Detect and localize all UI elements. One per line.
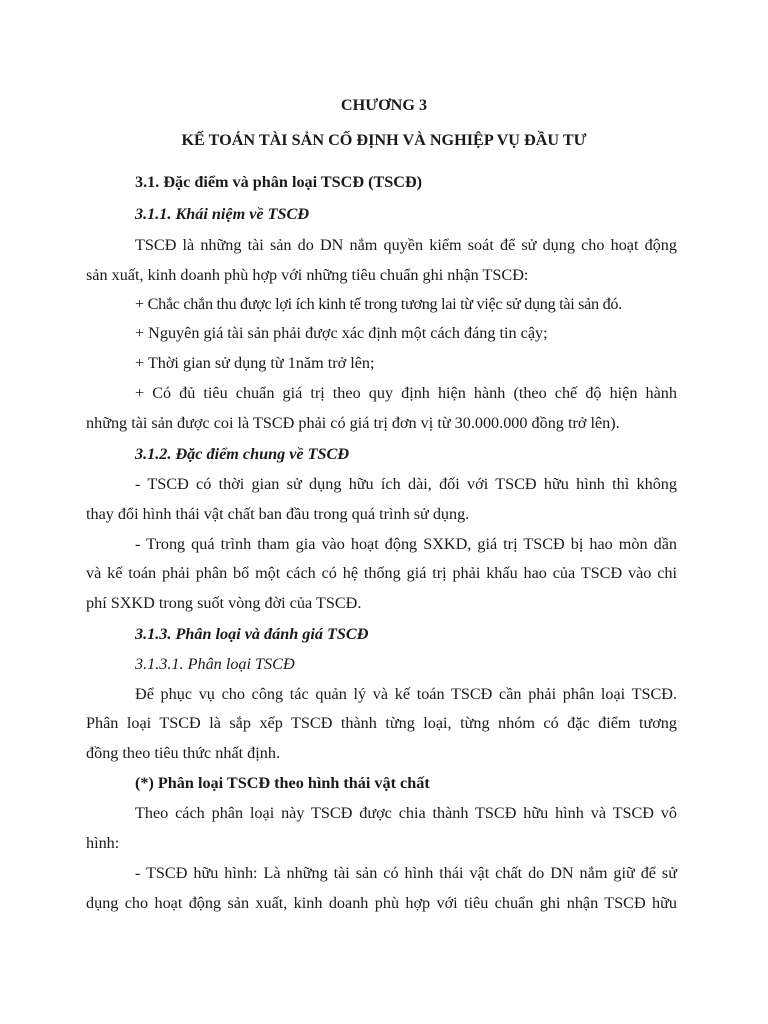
paragraph-line: - TSCĐ có thời gian sử dụng hữu ích dài, đối với TSCĐ hữu hình thì không <box>135 475 677 493</box>
criteria-item: + Có đủ tiêu chuẩn giá trị theo quy định hiện hành (theo chế độ hiện hành <box>135 384 677 402</box>
paragraph-line: TSCĐ là những tài sản do DN nắm quyền kiểm soát để sử dụng cho hoạt động <box>135 236 677 254</box>
paragraph-line: và kế toán phải phân bổ một cách có hệ thống giá trị phải khấu hao của TSCĐ vào chi <box>86 564 677 582</box>
paragraph-line: Để phục vụ cho công tác quản lý và kế toán TSCĐ cần phải phân loại TSCĐ. <box>135 685 677 703</box>
paragraph-line: sản xuất, kinh doanh phù hợp với những tiêu chuẩn ghi nhận TSCĐ: <box>86 266 529 284</box>
paragraph-line: đồng theo tiêu thức nhất định. <box>86 744 280 762</box>
chapter-number: CHƯƠNG 3 <box>340 96 428 114</box>
paragraph-line: - Trong quá trình tham gia vào hoạt động SXKD, giá trị TSCĐ bị hao mòn dần <box>135 535 677 553</box>
paragraph-line: thay đổi hình thái vật chất ban đầu trong quá trình sử dụng. <box>86 505 470 523</box>
section-3-1-2-heading: 3.1.2. Đặc điểm chung về TSCĐ <box>135 445 350 463</box>
criteria-item: + Nguyên giá tài sản phải được xác định một cách đáng tin cậy; <box>135 324 548 342</box>
paragraph-line: - TSCĐ hữu hình: Là những tài sản có hình thái vật chất do DN nắm giữ để sử <box>135 864 677 882</box>
paragraph-line: Phân loại TSCĐ là sắp xếp TSCĐ thành từng loại, từng nhóm có đặc điểm tương <box>86 714 677 732</box>
classification-heading: (*) Phân loại TSCĐ theo hình thái vật chất <box>135 774 430 792</box>
paragraph-line: phí SXKD trong suốt vòng đời của TSCĐ. <box>86 594 362 612</box>
criteria-item: + Chắc chắn thu được lợi ích kinh tế trong tương lai từ việc sử dụng tài sản đó. <box>135 295 622 313</box>
section-3-1-3-1-heading: 3.1.3.1. Phân loại TSCĐ <box>135 655 295 673</box>
chapter-title: KẾ TOÁN TÀI SẢN CỐ ĐỊNH VÀ NGHIỆP VỤ ĐẦU TƯ <box>181 131 587 149</box>
section-3-1-heading: 3.1. Đặc điểm và phân loại TSCĐ (TSCĐ) <box>135 173 423 191</box>
section-3-1-3-heading: 3.1.3. Phân loại và đánh giá TSCĐ <box>135 625 369 643</box>
paragraph-line: dụng cho hoạt động sản xuất, kinh doanh phù hợp với tiêu chuẩn ghi nhận TSCĐ hữu <box>86 894 677 912</box>
section-3-1-1-heading: 3.1.1. Khái niệm về TSCĐ <box>135 205 310 223</box>
criteria-item: + Thời gian sử dụng từ 1năm trở lên; <box>135 354 375 372</box>
paragraph-line: hình: <box>86 834 120 852</box>
criteria-item: những tài sản được coi là TSCĐ phải có giá trị đơn vị từ 30.000.000 đồng trở lên). <box>86 414 620 432</box>
paragraph-line: Theo cách phân loại này TSCĐ được chia thành TSCĐ hữu hình và TSCĐ vô <box>135 804 677 822</box>
